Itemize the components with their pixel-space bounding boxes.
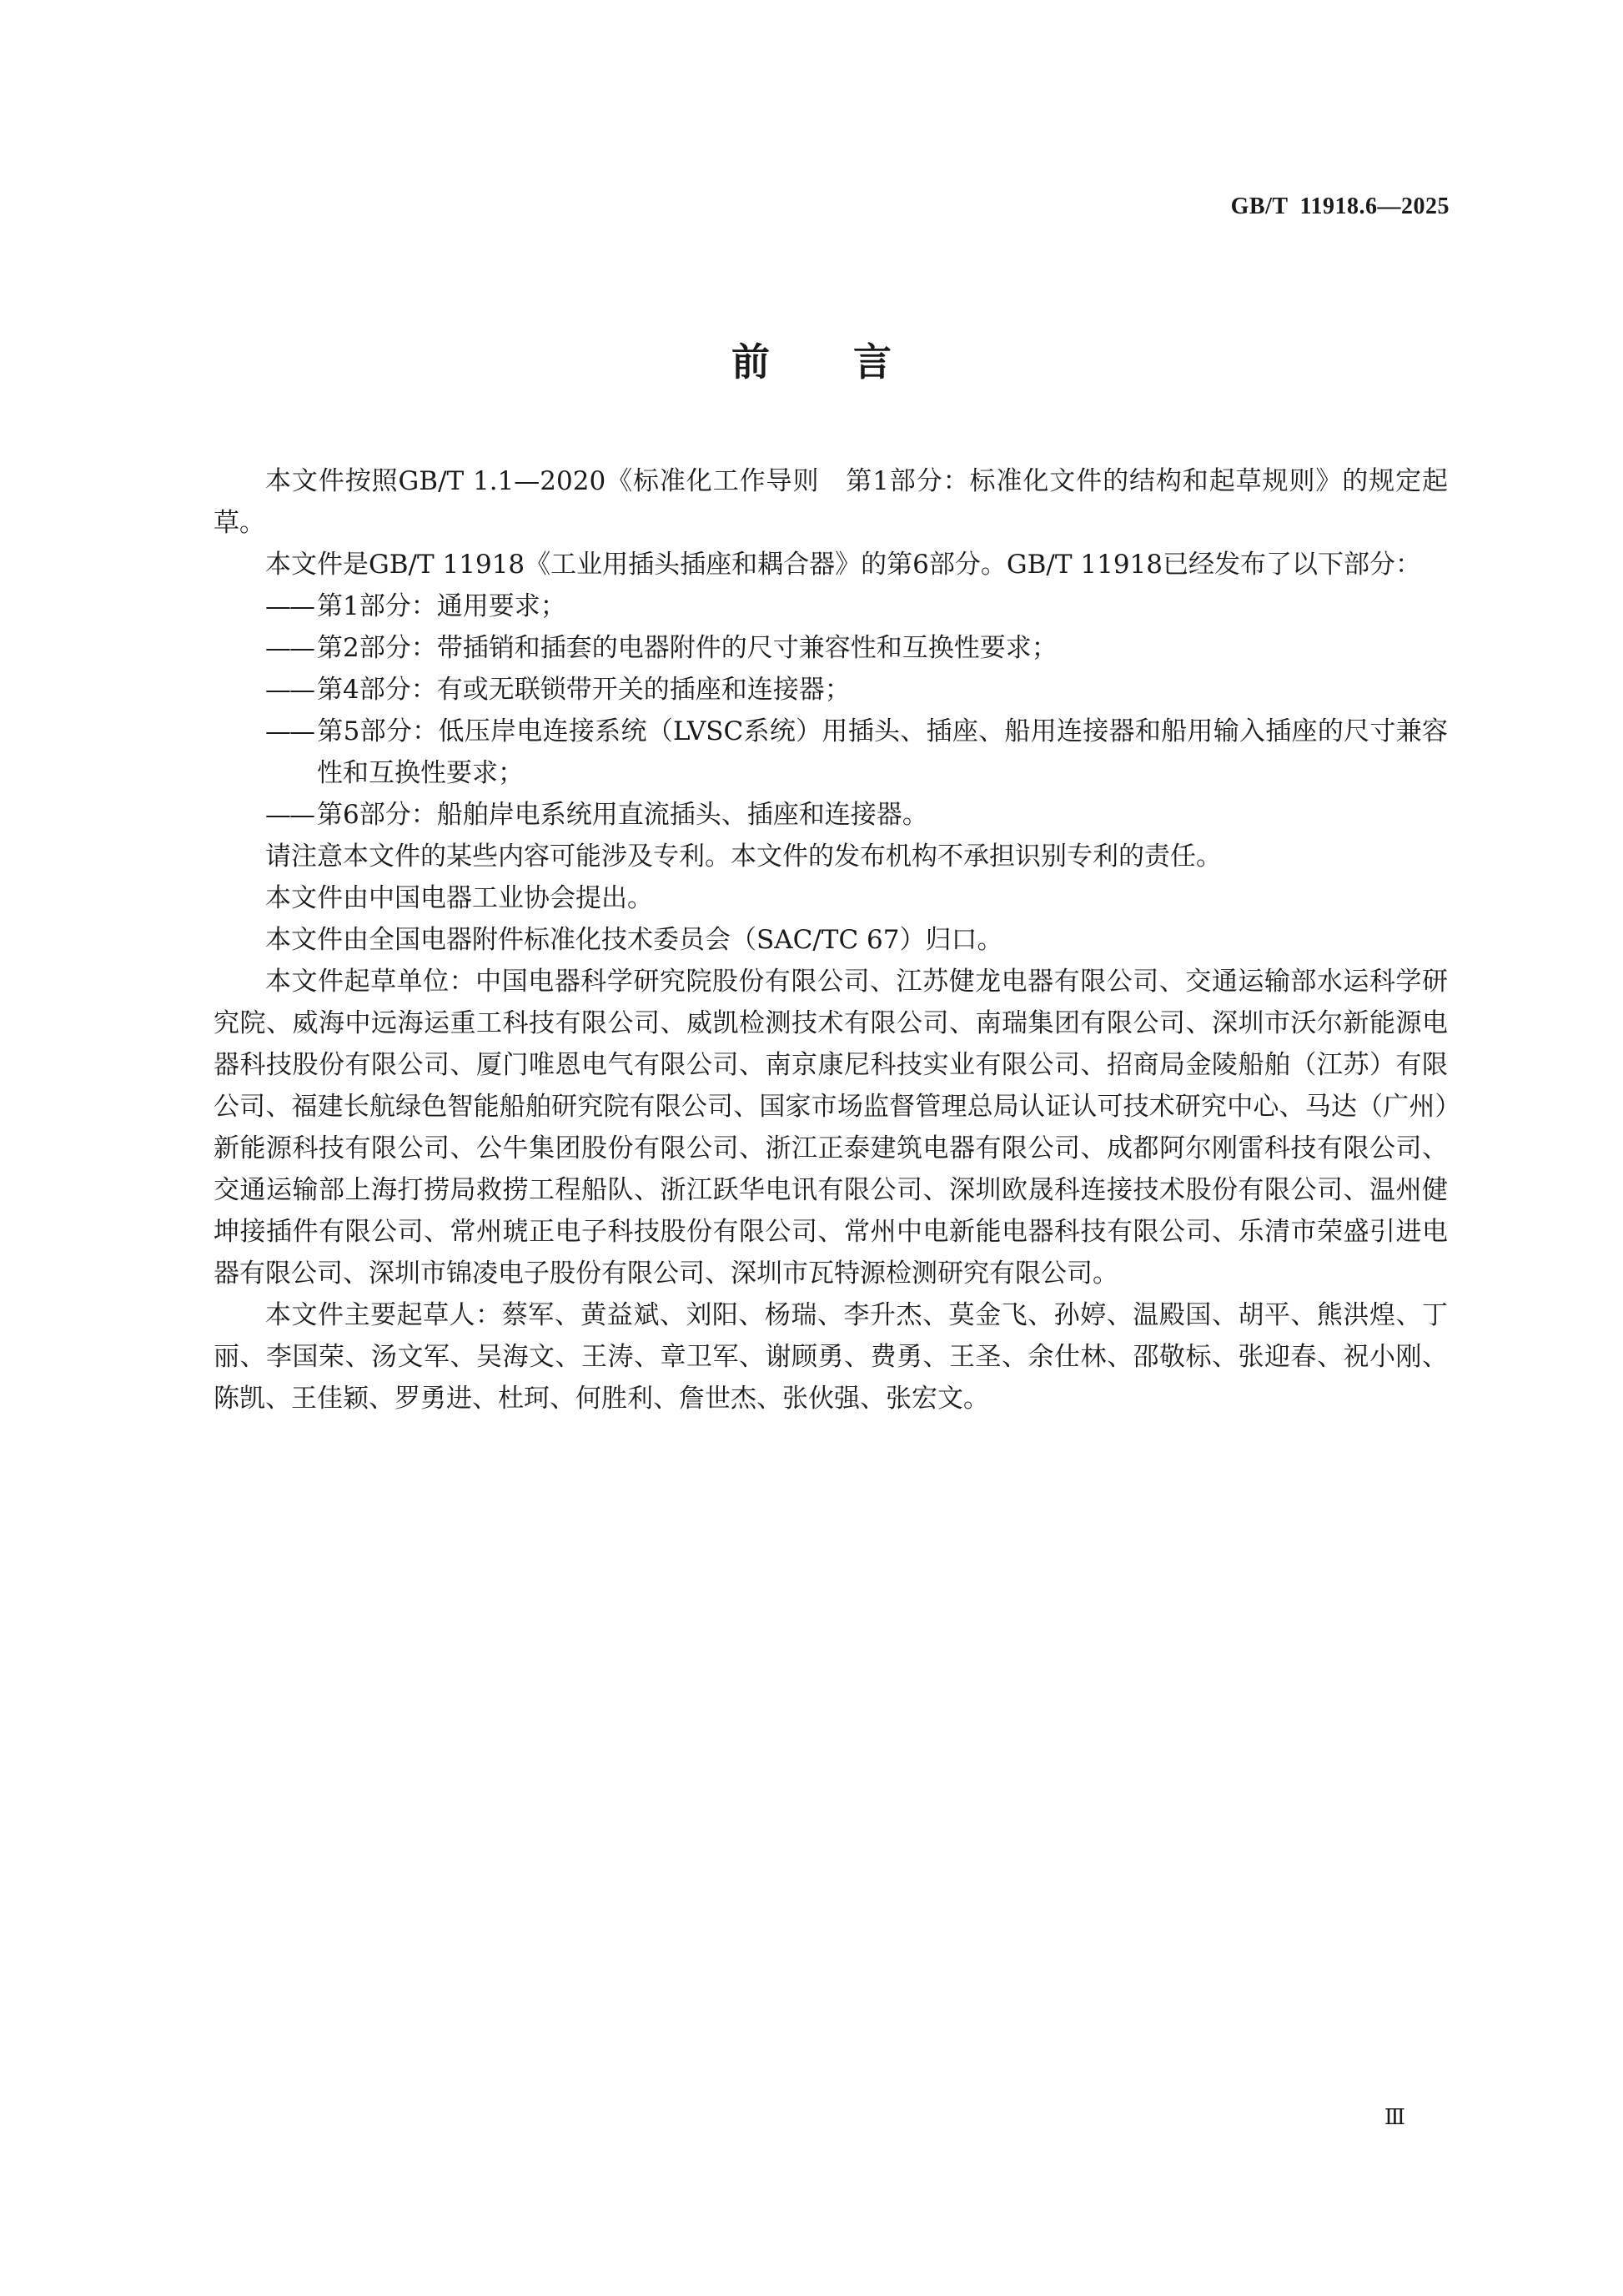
list-item-text: 第5部分：低压岸电连接系统（LVSC系统）用插头、插座、船用连接器和船用输入插座的尺寸兼容性和互换性要求； bbox=[317, 716, 1448, 788]
list-item bbox=[214, 585, 1448, 627]
paragraph-drafters: 本文件主要起草人：蔡军、黄益斌、刘阳、杨瑞、李升杰、莫金飞、孙婷、温殿国、胡平、熊洪煌、丁丽、李国荣、汤文军、吴海文、王涛、章卫军、谢顾勇、费勇、王圣、余仕林、邵敬标、张迎春、祝小刚、陈凯、王佳颖、罗勇进、杜珂、何胜利、詹世杰、张伙强、张宏文。 bbox=[214, 1300, 1448, 1414]
standard-code: GB/T bbox=[1230, 193, 1289, 219]
paragraph-proposed-by: 本文件由中国电器工业协会提出。 bbox=[265, 883, 653, 913]
list-item-text: 第1部分：通用要求； bbox=[317, 591, 566, 621]
list-dash: —— bbox=[265, 800, 314, 830]
list-item bbox=[214, 711, 1448, 794]
standard-number bbox=[1231, 193, 1450, 220]
list-dash: —— bbox=[265, 633, 314, 663]
preface-body bbox=[214, 460, 1448, 1419]
page-title: 前言 bbox=[731, 339, 975, 384]
standard-number-value: 11918.6—2025 bbox=[1299, 193, 1450, 219]
list-item-text: 第4部分：有或无联锁带开关的插座和连接器； bbox=[317, 675, 851, 705]
paragraph-patent-notice: 请注意本文件的某些内容可能涉及专利。本文件的发布机构不承担识别专利的责任。 bbox=[265, 842, 1222, 872]
paragraph-series-intro: 本文件是GB/T 11918《工业用插头插座和耦合器》的第6部分。GB/T 11918已经发布了以下部分： bbox=[265, 550, 1421, 580]
list-item bbox=[214, 669, 1448, 711]
list-dash: —— bbox=[265, 716, 314, 746]
parts-list bbox=[214, 585, 1448, 836]
page-number: Ⅲ bbox=[1384, 2105, 1406, 2129]
list-item-text: 第2部分：带插销和插套的电器附件的尺寸兼容性和互换性要求； bbox=[317, 633, 1058, 663]
paragraph-drafting-rule: 本文件按照GB/T 1.1—2020《标准化工作导则 第1部分：标准化文件的结构和起草规则》的规定起草。 bbox=[214, 466, 1448, 538]
paragraph-technical-committee: 本文件由全国电器附件标准化技术委员会（SAC/TC 67）归口。 bbox=[265, 925, 1003, 955]
list-dash: —— bbox=[265, 591, 314, 621]
list-item bbox=[214, 627, 1448, 669]
list-item bbox=[214, 794, 1448, 836]
paragraph-drafting-organizations: 本文件起草单位：中国电器科学研究院股份有限公司、江苏健龙电器有限公司、交通运输部水运科学研究院、威海中远海运重工科技有限公司、威凯检测技术有限公司、南瑞集团有限公司、深圳市沃尔新能源电器科技股份有限公司、厦门唯恩电气有限公司、南京康尼科技实业有限公司、招商局金陵船舶（江苏）有限公司、福建长航绿色智能船舶研究院有限公司、国家市场监督管理总局认证认可技术研究中心、马达（广州）新能源科技有限公司、公牛集团股份有限公司、浙江正泰建筑电器有限公司、成都阿尔刚雷科技有限公司、交通运输部上海打捞局救捞工程船队、浙江跃华电讯有限公司、深圳欧晟科连接技术股份有限公司、温州健坤接插件有限公司、常州琥正电子科技股份有限公司、常州中电新能电器科技有限公司、乐清市荣盛引进电器有限公司、深圳市锦凌电子股份有限公司、深圳市瓦特源检测研究有限公司。 bbox=[214, 967, 1448, 1289]
list-item-text: 第6部分：船舶岸电系统用直流插头、插座和连接器。 bbox=[317, 800, 928, 830]
list-dash: —— bbox=[265, 675, 314, 705]
